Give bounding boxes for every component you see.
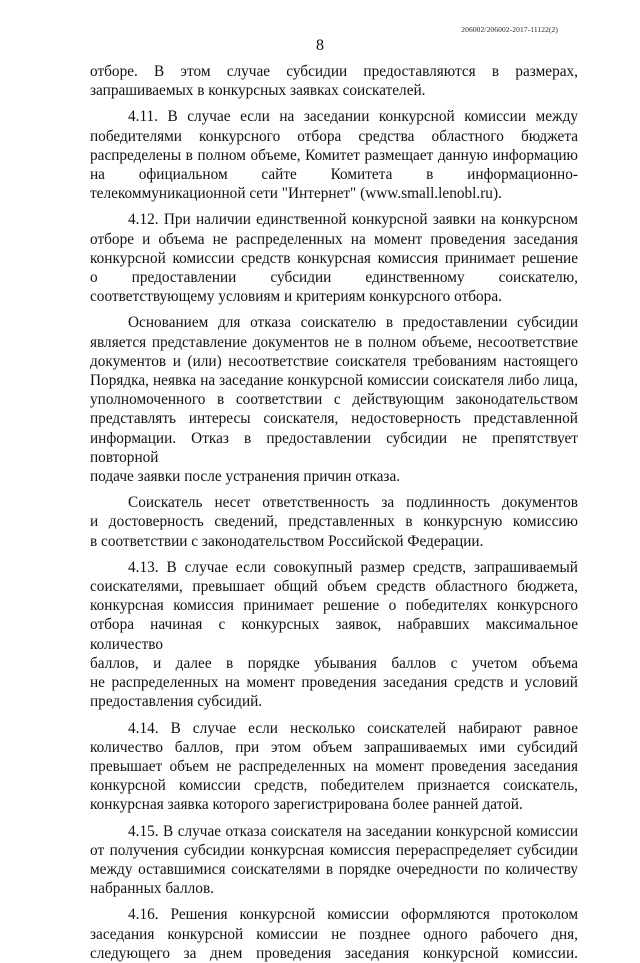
text-line: не распределенных на момент проведения заседания средств и условий [90, 674, 578, 692]
text-line: конкурсная заявка которого зарегистрирована более ранней датой. [90, 796, 523, 814]
text-line: соискателями, превышает общий объем средств областного бюджета, [90, 578, 578, 596]
text-line: баллов, и далее в порядке убывания баллов с учетом объема [90, 654, 578, 672]
text-line: 4.11. В случае если на заседании конкурсной комиссии между [128, 108, 578, 126]
text-line: 4.15. В случае отказа соискателя на заседании конкурсной комиссии [128, 822, 578, 840]
text-line: представлять интересы соискателя, недостоверность представленной [90, 410, 578, 428]
text-line: информации. Отказ в предоставлении субсидии не препятствует повторной [90, 429, 578, 466]
document-id: 206002/206002-2017-11122(2) [461, 25, 558, 34]
text-line: набранных баллов. [90, 880, 214, 898]
text-line: от получения субсидии конкурсная комиссия перераспределяет субсидии [90, 841, 578, 859]
paragraph-4-13 [90, 558, 578, 712]
text-line: 4.12. При наличии единственной конкурсной заявки на конкурсном [128, 211, 578, 229]
text-line: 4.13. В случае если совокупный размер средств, запрашиваемый [128, 558, 578, 576]
text-line: 4.16. Решения конкурсной комиссии оформляются протоколом [128, 906, 578, 924]
text-line: Порядка, неявка на заседание конкурсной комиссии соискателя либо лица, [90, 372, 578, 390]
text-line: предоставления субсидий. [90, 693, 263, 711]
paragraph-responsibility [90, 493, 578, 551]
paragraph-refusal-grounds [90, 313, 578, 486]
text-line: между оставшимися соискателями в порядке очередности по количеству [90, 860, 578, 878]
paragraph-4-14 [90, 719, 578, 815]
text-line: Соискатель несет ответственность за подлинность документов [128, 494, 578, 512]
text-line: количество баллов, при этом объем запрашиваемых ими субсидий [90, 738, 578, 756]
text-line: победителями конкурсного отбора средства областного бюджета [90, 127, 578, 145]
text-line: отборе. В этом случае субсидии предоставляются в размерах, [90, 63, 578, 80]
paragraph-continuation [90, 62, 578, 100]
document-body [90, 62, 578, 963]
text-line: превышает объем не распределенных на момент проведения заседания [90, 757, 578, 775]
text-line: конкурсной комиссии средств, победителем признается соискатель, [90, 777, 578, 795]
text-line: конкурсная комиссия принимает решение о победителях конкурсного [90, 597, 578, 615]
text-line: запрашиваемых в конкурсных заявках соискателей. [90, 82, 426, 100]
text-line: соответствующему условиям и критериям конкурсного отбора. [90, 288, 502, 306]
page-number: 8 [316, 37, 324, 54]
text-line: о предоставлении субсидии единственному соискателю, [90, 269, 578, 287]
text-line: конкурсной комиссии средств конкурсная комиссия принимает решение [90, 249, 578, 267]
text-line: следующего за днем проведения заседания конкурсной комиссии. [90, 944, 578, 962]
text-line: Основанием для отказа соискателю в предоставлении субсидии [128, 314, 578, 332]
paragraph-4-12 [90, 210, 578, 306]
text-line: является представление документов не в полном объеме, несоответствие [90, 333, 578, 351]
text-line: заседания конкурсной комиссии не позднее одного рабочего дня, [90, 925, 578, 943]
text-line: отбора начиная с конкурсных заявок, набравших максимальное количество [90, 616, 578, 653]
text-line: уполномоченного в соответствии с действующим законодательством [90, 391, 578, 409]
text-line: подаче заявки после устранения причин отказа. [90, 468, 401, 486]
paragraph-4-16 [90, 905, 578, 963]
paragraph-4-15 [90, 822, 578, 899]
text-line: документов и (или) несоответствие соискателя требованиям настоящего [90, 352, 578, 370]
text-line: в соответствии с законодательством Российской Федерации. [90, 532, 484, 550]
text-line: распределены в полном объеме, Комитет размещает данную информацию [90, 146, 578, 164]
text-line: отборе и объема не распределенных на момент проведения заседания [90, 230, 578, 248]
text-line: телекоммуникационной сети "Интернет" (www.small.lenobl.ru). [90, 185, 502, 203]
text-line: и достоверность сведений, представленных в конкурсную комиссию [90, 513, 578, 531]
text-line: на официальном сайте Комитета в информационно- [90, 166, 578, 184]
text-line: 4.14. В случае если несколько соискателей набирают равное [128, 719, 578, 737]
paragraph-4-11 [90, 107, 578, 203]
